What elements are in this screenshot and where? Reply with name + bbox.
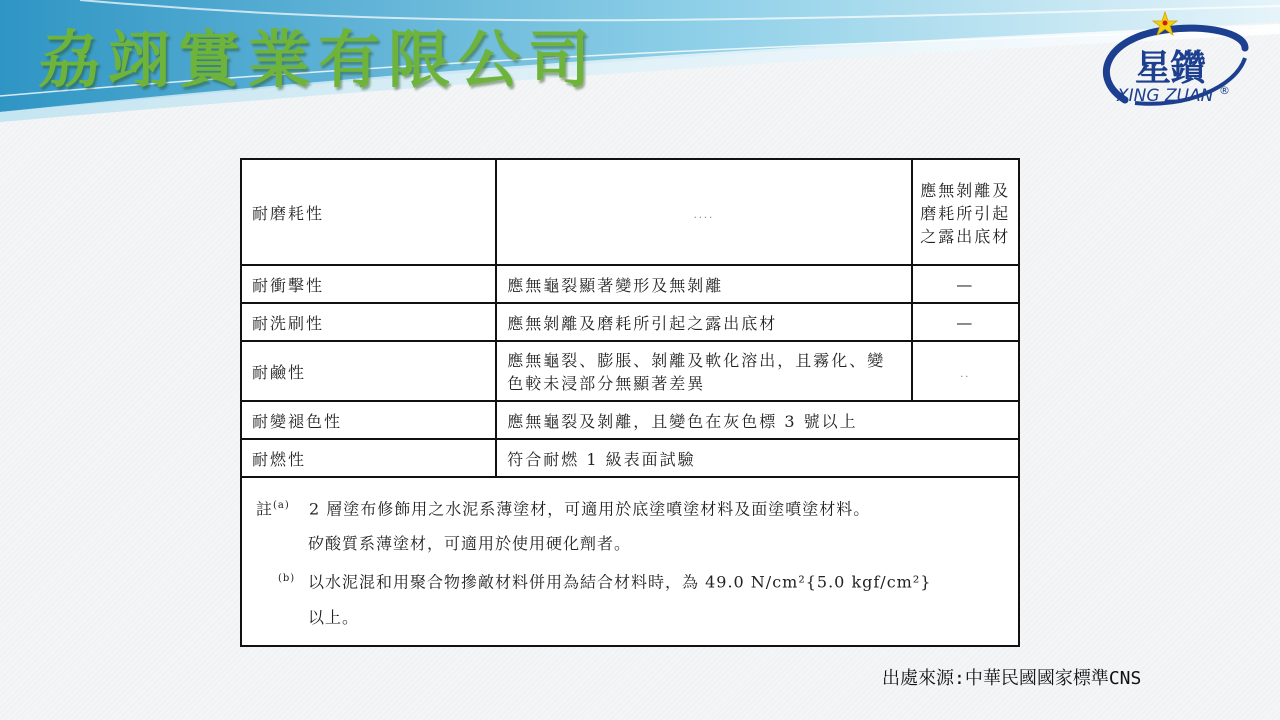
specification-table [240, 158, 1020, 647]
requirement-cell [496, 159, 911, 265]
extra-requirement-cell: — [912, 265, 1019, 303]
property-cell: 耐變褪色性 [241, 401, 496, 439]
property-cell: 耐鹼性 [241, 341, 496, 401]
brand-logo [1095, 8, 1255, 118]
requirement-cell: 應無龜裂、膨脹、剝離及軟化溶出，且霧化、變色較未浸部分無顯著差異 [496, 341, 911, 401]
requirement-cell: 應無剝離及磨耗所引起之露出底材 [496, 303, 911, 341]
table-row [241, 159, 1019, 265]
table-row [241, 265, 1019, 303]
requirement-cell: 符合耐燃 1 級表面試驗 [496, 439, 1019, 477]
extra-requirement-cell: — [912, 303, 1019, 341]
logo-chinese-text: 星鑽 [1135, 48, 1206, 89]
note-label: 註 [256, 499, 274, 519]
notes-cell [241, 477, 1019, 646]
note-a-line-1 [256, 488, 1004, 526]
registered-mark: ® [1219, 84, 1230, 97]
company-title: 劦翊實業有限公司 [38, 23, 599, 96]
table-row [241, 439, 1019, 477]
source-citation: 出處來源:中華民國國家標準CNS [882, 668, 1142, 689]
extra-requirement-cell: 應無剝離及磨耗所引起之露出底材 [912, 159, 1019, 265]
note-b-line-2: 以上。 [308, 607, 360, 627]
notes-row [241, 477, 1019, 646]
placeholder-dots: .. [960, 368, 971, 380]
note-mark-b: (b) [278, 573, 296, 585]
note-b-text-1: 以水泥混和用聚合物摻敵材料併用為結合材料時，為 49.0 N/cm²{5.0 kgf/cm²} [308, 572, 932, 592]
table-row [241, 401, 1019, 439]
note-a-text-1: 2 層塗布修飾用之水泥系薄塗材，可適用於底塗噴塗材料及面塗噴塗材料。 [309, 499, 871, 519]
logo-english-text: XING ZUAN [1117, 86, 1214, 106]
note-b-line-1 [256, 561, 1004, 599]
requirement-cell: 應無龜裂顯著變形及無剝離 [496, 265, 911, 303]
property-cell: 耐燃性 [241, 439, 496, 477]
property-cell: 耐磨耗性 [241, 159, 496, 265]
table-row [241, 341, 1019, 401]
extra-requirement-cell [912, 341, 1019, 401]
property-cell: 耐衝擊性 [241, 265, 496, 303]
placeholder-dots: .... [693, 209, 715, 221]
property-cell: 耐洗刷性 [241, 303, 496, 341]
note-mark-a: (a) [273, 500, 290, 511]
requirement-cell: 應無龜裂及剝離，且變色在灰色標 3 號以上 [496, 401, 1019, 439]
table-row [241, 303, 1019, 341]
note-a-line-2: 矽酸質系薄塗材，可適用於使用硬化劑者。 [308, 534, 632, 554]
